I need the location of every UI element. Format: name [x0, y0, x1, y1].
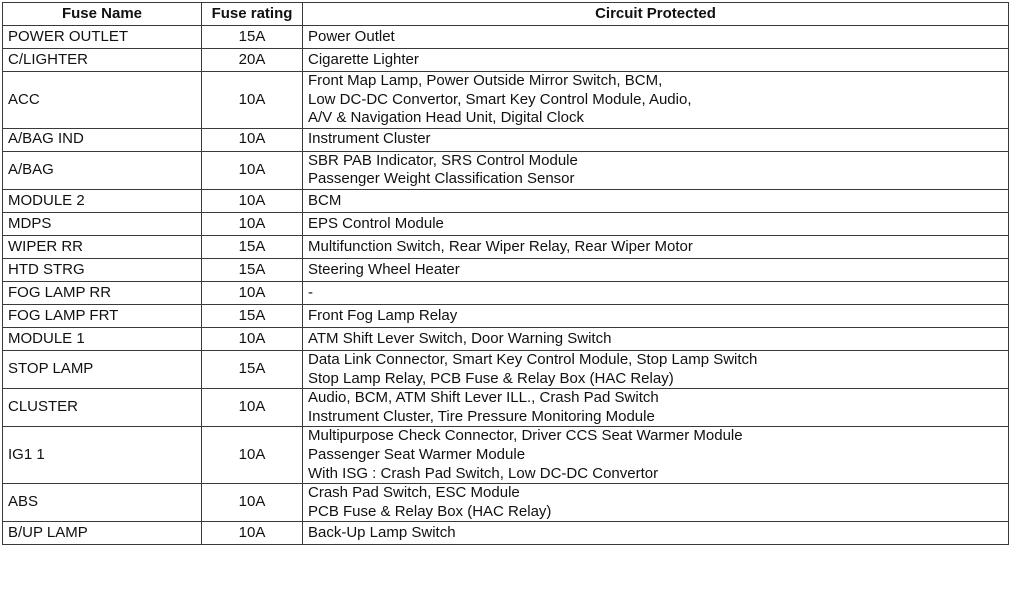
- fuse-rating-cell: 10A: [202, 389, 303, 427]
- circuit-protected-cell: [303, 49, 1009, 72]
- circuit-protected-cell: [303, 327, 1009, 350]
- table-row: [3, 49, 1009, 72]
- circuit-line: SBR PAB Indicator, SRS Control Module: [308, 151, 578, 169]
- circuit-line: Cigarette Lighter: [308, 50, 419, 68]
- table-row: [3, 72, 1009, 129]
- circuit-line: Passenger Weight Classification Sensor: [308, 170, 575, 188]
- fuse-rating-cell: 10A: [202, 212, 303, 235]
- table-row: [3, 281, 1009, 304]
- fuse-name-cell: FOG LAMP RR: [3, 281, 202, 304]
- fuse-name-cell: STOP LAMP: [3, 350, 202, 388]
- circuit-line: Front Fog Lamp Relay: [308, 306, 458, 324]
- table-row: [3, 258, 1009, 281]
- table-row: [3, 235, 1009, 258]
- fuse-name-cell: FOG LAMP FRT: [3, 304, 202, 327]
- circuit-line: Crash Pad Switch, ESC Module: [308, 484, 520, 502]
- fuse-name-cell: ABS: [3, 484, 202, 522]
- circuit-line: Multifunction Switch, Rear Wiper Relay, Rear Wiper Motor: [308, 237, 693, 255]
- fuse-rating-cell: 10A: [202, 427, 303, 484]
- circuit-line: EPS Control Module: [308, 214, 444, 232]
- fuse-rating-cell: 10A: [202, 72, 303, 129]
- table-row: [3, 484, 1009, 522]
- circuit-protected-cell: [303, 72, 1009, 129]
- fuse-rating-cell: 10A: [202, 128, 303, 151]
- circuit-protected-cell: [303, 304, 1009, 327]
- fuse-rating-cell: 15A: [202, 258, 303, 281]
- circuit-protected-cell: [303, 484, 1009, 522]
- fuse-name-cell: MDPS: [3, 212, 202, 235]
- table-header: [3, 3, 1009, 26]
- table-row: [3, 304, 1009, 327]
- circuit-line: ATM Shift Lever Switch, Door Warning Switch: [308, 329, 612, 347]
- table-row: [3, 389, 1009, 427]
- fuse-table: [2, 2, 1009, 545]
- table-row: [3, 212, 1009, 235]
- circuit-protected-cell: [303, 350, 1009, 388]
- fuse-rating-cell: 10A: [202, 522, 303, 545]
- table-row: [3, 26, 1009, 49]
- circuit-protected-cell: [303, 389, 1009, 427]
- fuse-rating-cell: 10A: [202, 484, 303, 522]
- circuit-line: Instrument Cluster: [308, 130, 431, 148]
- table-row: [3, 128, 1009, 151]
- circuit-protected-cell: [303, 427, 1009, 484]
- fuse-rating-cell: 10A: [202, 281, 303, 304]
- fuse-rating-cell: 10A: [202, 151, 303, 189]
- circuit-protected-cell: [303, 128, 1009, 151]
- fuse-name-cell: IG1 1: [3, 427, 202, 484]
- table-row: [3, 151, 1009, 189]
- fuse-name-cell: A/BAG IND: [3, 128, 202, 151]
- header-fuse-rating: Fuse rating: [202, 3, 303, 26]
- circuit-line: Multipurpose Check Connector, Driver CCS Seat Warmer Module: [308, 427, 743, 445]
- table-body: [3, 26, 1009, 545]
- fuse-table-container: [2, 2, 1009, 545]
- circuit-protected-cell: [303, 258, 1009, 281]
- circuit-line: Stop Lamp Relay, PCB Fuse & Relay Box (HAC Relay): [308, 369, 674, 387]
- header-circuit-protected: Circuit Protected: [303, 3, 1009, 26]
- table-row: [3, 189, 1009, 212]
- circuit-line: Back-Up Lamp Switch: [308, 524, 456, 542]
- fuse-name-cell: MODULE 2: [3, 189, 202, 212]
- fuse-name-cell: C/LIGHTER: [3, 49, 202, 72]
- circuit-protected-cell: [303, 235, 1009, 258]
- fuse-name-cell: WIPER RR: [3, 235, 202, 258]
- fuse-name-cell: HTD STRG: [3, 258, 202, 281]
- fuse-rating-cell: 15A: [202, 26, 303, 49]
- circuit-line: PCB Fuse & Relay Box (HAC Relay): [308, 502, 552, 520]
- table-row: [3, 522, 1009, 545]
- circuit-line: -: [308, 283, 313, 301]
- fuse-rating-cell: 15A: [202, 235, 303, 258]
- circuit-protected-cell: [303, 151, 1009, 189]
- table-row: [3, 350, 1009, 388]
- circuit-protected-cell: [303, 26, 1009, 49]
- circuit-line: A/V & Navigation Head Unit, Digital Clock: [308, 109, 584, 127]
- fuse-name-cell: CLUSTER: [3, 389, 202, 427]
- table-row: [3, 327, 1009, 350]
- table-row: [3, 427, 1009, 484]
- circuit-protected-cell: [303, 522, 1009, 545]
- circuit-line: Passenger Seat Warmer Module: [308, 445, 526, 463]
- circuit-line: With ISG : Crash Pad Switch, Low DC-DC Convertor: [308, 464, 659, 482]
- circuit-line: Low DC-DC Convertor, Smart Key Control Module, Audio,: [308, 90, 692, 108]
- fuse-rating-cell: 20A: [202, 49, 303, 72]
- circuit-line: Steering Wheel Heater: [308, 260, 460, 278]
- circuit-protected-cell: [303, 281, 1009, 304]
- circuit-line: Front Map Lamp, Power Outside Mirror Switch, BCM,: [308, 72, 663, 89]
- header-fuse-name: Fuse Name: [3, 3, 202, 26]
- fuse-rating-cell: 15A: [202, 304, 303, 327]
- circuit-line: Power Outlet: [308, 27, 395, 45]
- circuit-line: Data Link Connector, Smart Key Control Module, Stop Lamp Switch: [308, 350, 758, 368]
- circuit-protected-cell: [303, 189, 1009, 212]
- fuse-name-cell: ACC: [3, 72, 202, 129]
- header-row: [3, 3, 1009, 26]
- fuse-rating-cell: 10A: [202, 189, 303, 212]
- fuse-name-cell: A/BAG: [3, 151, 202, 189]
- fuse-rating-cell: 15A: [202, 350, 303, 388]
- circuit-line: Instrument Cluster, Tire Pressure Monitoring Module: [308, 407, 655, 425]
- fuse-name-cell: B/UP LAMP: [3, 522, 202, 545]
- fuse-name-cell: MODULE 1: [3, 327, 202, 350]
- circuit-line: Audio, BCM, ATM Shift Lever ILL., Crash Pad Switch: [308, 389, 659, 407]
- fuse-name-cell: POWER OUTLET: [3, 26, 202, 49]
- fuse-rating-cell: 10A: [202, 327, 303, 350]
- circuit-line: BCM: [308, 191, 342, 209]
- circuit-protected-cell: [303, 212, 1009, 235]
